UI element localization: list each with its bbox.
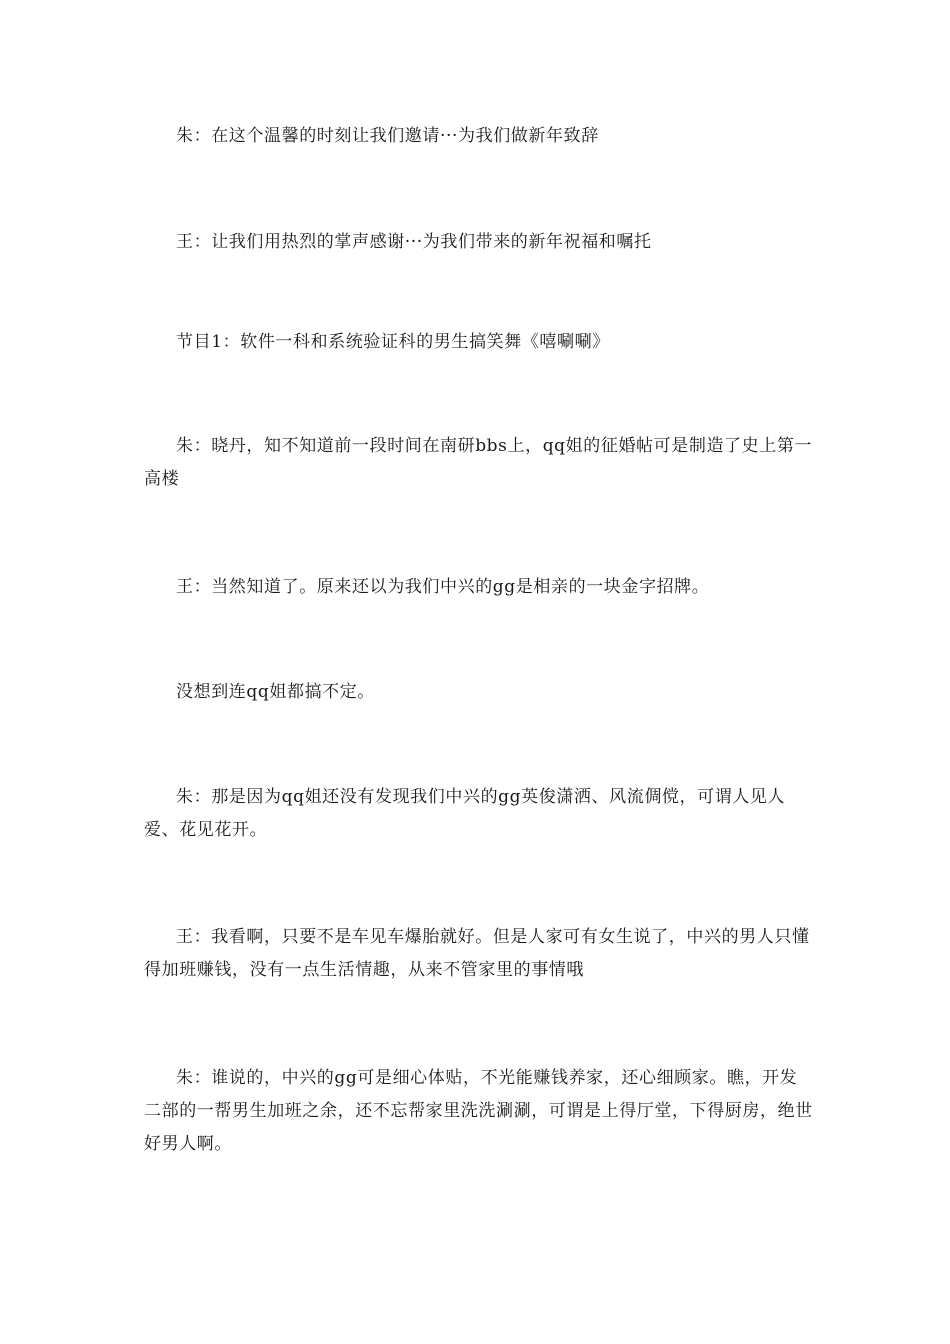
- paragraph-7: 朱：那是因为qq姐还没有发现我们中兴的gg英俊潇洒、风流倜傥，可谓人见人爱、花见花开。: [144, 787, 786, 840]
- paragraph-1: 朱：在这个温馨的时刻让我们邀请···为我们做新年致辞: [176, 126, 599, 146]
- paragraph-3: 节目1：软件一科和系统验证科的男生搞笑舞《嘻唰唰》: [176, 332, 610, 352]
- paragraph-9: 朱：谁说的，中兴的gg可是细心体贴，不光能赚钱养家，还心细顾家。瞧，开发二部的一帮男生加班之余，还不忘帮家里洗洗涮涮，可谓是上得厅堂，下得厨房，绝世好男人啊。: [144, 1068, 813, 1154]
- paragraph-4: 朱：晓丹，知不知道前一段时间在南研bbs上，qq姐的征婚帖可是制造了史上第一高楼: [144, 436, 813, 489]
- paragraph-6: 没想到连qq姐都搞不定。: [176, 682, 375, 702]
- paragraph-2: 王：让我们用热烈的掌声感谢···为我们带来的新年祝福和嘱托: [176, 232, 652, 252]
- paragraph-5: 王：当然知道了。原来还以为我们中兴的gg是相亲的一块金字招牌。: [176, 577, 710, 597]
- paragraph-8: 王：我看啊，只要不是车见车爆胎就好。但是人家可有女生说了，中兴的男人只懂得加班赚钱，没有一点生活情趣，从来不管家里的事情哦: [144, 927, 810, 980]
